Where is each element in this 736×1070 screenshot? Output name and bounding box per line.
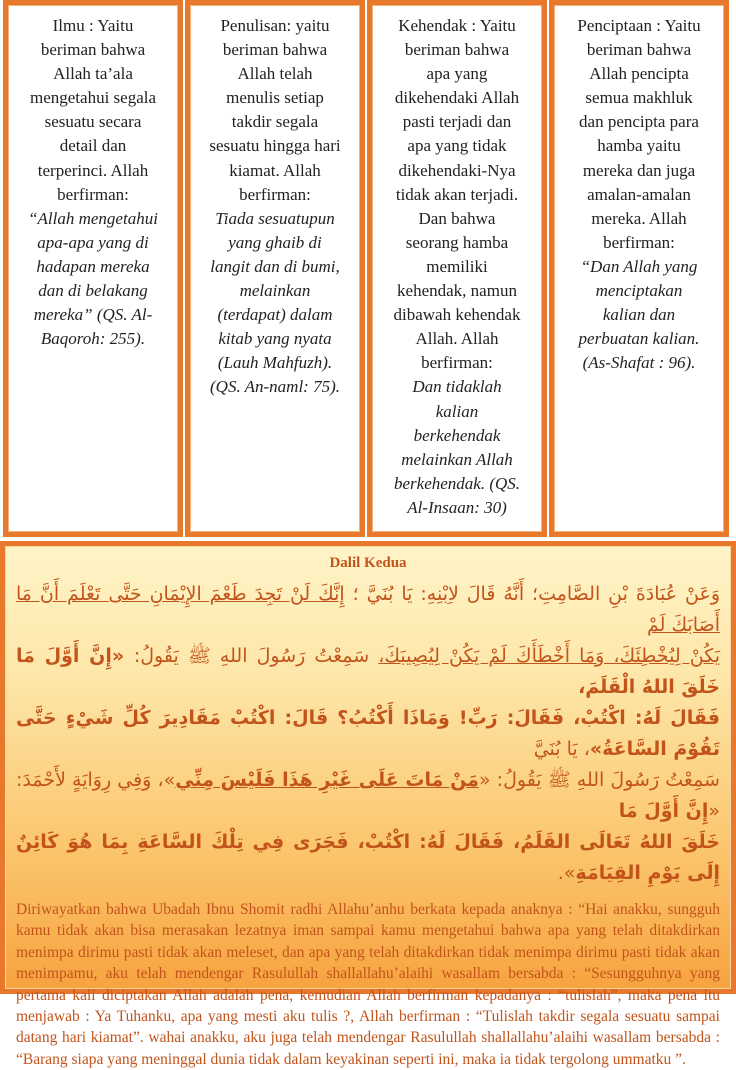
column-line: Dan bahwa — [418, 208, 496, 228]
column-quote-line: apa-apa yang di — [37, 232, 149, 252]
column-line: beriman bahwa — [586, 40, 692, 60]
column-quote-line: Tiada sesuatupun — [215, 208, 335, 228]
column-line: beriman bahwa — [404, 40, 510, 60]
column-line: tidak akan terjadi. — [395, 184, 519, 204]
column-quote-line: “Dan Allah yang — [580, 256, 698, 276]
column-line: dibawah kehendak — [393, 305, 521, 325]
column-line: Allah ta’ala — [53, 64, 133, 84]
arabic-line-1 — [16, 579, 720, 641]
arabic-line-4 — [16, 765, 720, 827]
column-quote-line: kitab yang nyata — [218, 329, 332, 349]
column-quote-line: kalian dan — [602, 305, 676, 325]
column-line: hamba yaitu — [597, 136, 681, 156]
column-line: dikehendaki Allah — [394, 88, 520, 108]
arabic-bold: «إِنَّ أَوَّلَ مَا خَلَقَ اللهُ الْقَلَمَ، — [16, 645, 720, 698]
arabic-bold: خَلَقَ اللهُ تَعَالَى القَلَمُ، فَقَالَ لَهُ: اكْتُبْ، فَجَرَى فِي تِلْكَ السَّاعَةِ بِمَا هُوَ كَائِنٌ إِلَى يَوْمِ القِيَامَةِ — [16, 831, 720, 884]
column-line: beriman bahwa — [40, 40, 146, 60]
column-line: dan pencipta para — [579, 112, 699, 132]
arabic-text: سَمِعْتُ رَسُولَ اللهِ ﷺ يَقُولُ: « — [478, 769, 720, 791]
arabic-hadith — [16, 579, 720, 889]
column-line: mengetahui segala — [29, 88, 157, 108]
column-line: amalan-amalan — [587, 184, 691, 204]
column-line: berfirman: — [603, 232, 675, 252]
column-line: semua makhluk — [585, 88, 693, 108]
arabic-text: وَعَنْ عُبَادَةَ بْنِ الصَّامِتِ؛ أَنَّهُ قَالَ لاِبْنِهِ: يَا بُنَيَّ ؛ — [352, 583, 721, 605]
column-ilmu — [3, 0, 183, 537]
column-quote-line: (QS. An-naml: 75). — [210, 377, 340, 397]
column-quote-line: melainkan Allah — [401, 449, 513, 469]
column-penciptaan-body — [554, 5, 724, 532]
column-quote-line: berkehendak — [413, 425, 501, 445]
arabic-text: »، وَفِي رِوَايَةٍ لأَحْمَدَ: « — [16, 769, 720, 822]
column-line: Penciptaan : Yaitu — [577, 16, 701, 35]
arabic-line-5 — [16, 827, 720, 889]
column-quote-line: hadapan mereka — [36, 256, 150, 276]
column-quote-line: Al-Insaan: 30) — [407, 497, 507, 517]
arabic-line-3 — [16, 703, 720, 765]
dalil-title: Dalil Kedua — [329, 555, 407, 571]
column-line: Penulisan: yaitu — [220, 16, 330, 35]
column-quote-line: yang ghaib di — [228, 232, 322, 252]
column-line: dikehendaki-Nya — [398, 160, 516, 180]
column-quote-line: melainkan — [239, 281, 311, 301]
column-quote-line: mereka” (QS. Al- — [33, 305, 153, 325]
column-line: Allah. Allah — [415, 329, 499, 349]
column-line: mereka dan juga — [582, 160, 696, 180]
column-quote-line: “Allah mengetahui — [28, 208, 158, 228]
dalil-kedua-inner — [5, 546, 731, 1068]
column-ilmu-body — [8, 5, 178, 532]
column-penulisan-body — [190, 5, 360, 532]
column-line: sesuatu secara — [44, 112, 142, 132]
arabic-bold: إِنَّ أَوَّلَ مَا — [618, 800, 709, 822]
column-line: berfirman: — [57, 184, 129, 204]
column-quote-line: (terdapat) dalam — [217, 305, 333, 325]
column-line: detail dan — [59, 136, 127, 156]
arabic-text: سَمِعْتُ رَسُولَ اللهِ ﷺ يَقُولُ: — [133, 645, 379, 667]
arabic-underlined: يَكُنْ لِيُخْطِئَكَ، وَمَا أَخْطَأَكَ لَمْ يَكُنْ لِيُصِيبَكَ، — [378, 645, 720, 667]
column-quote-line: dan di belakang — [38, 281, 148, 301]
column-line: beriman bahwa — [222, 40, 328, 60]
column-quote-line: (Lauh Mahfuzh). — [217, 353, 333, 373]
column-line: menulis setiap — [226, 88, 324, 108]
column-line: Allah pencipta — [589, 64, 689, 84]
column-line: berfirman: — [239, 184, 311, 204]
column-kehendak — [367, 0, 547, 537]
column-line: apa yang tidak — [407, 136, 507, 156]
arabic-underlined: مَنْ مَاتَ عَلَى غَيْرِ هَذَا فَلَيْسَ مِنِّي — [175, 769, 479, 791]
arabic-line-2 — [16, 641, 720, 703]
column-penciptaan — [549, 0, 729, 537]
hadith-translation: Diriwayatkan bahwa Ubadah Ibnu Shomit radhi Allahu’anhu berkata kepada anaknya : “Hai anakku, sungguh kamu tidak akan bisa merasakan lezatnya iman sampai kamu mengetahui bahwa apa yang telah ditakdirkan menimpa dirimu pasti tidak akan meleset, dan apa yang telah ditakdirkan tidak menimpa dirimu pasti tidak akan menimpamu, aku telah mendengar Rasulullah shallallahu’alaihi wasallam bersabda : “Sesungguhnya yang pertama kali diciptakan Allah adalah pena, kemudian Allah berfirman kepadanya : “tulislah”, maka pena itu menjawab : Ya Tuhanku, apa yang mesti aku tulis ?, Allah berfirman : “Tulislah takdir segala sesuatu sampai datang hari kiamat”. wahai anakku, aku juga telah mendengar Rasulullah shallallahu’alaihi wasallam bersabda : “Barang siapa yang meninggal dunia tidak dalam keyakinan seperti ini, maka ia tidak tergolong ummatku ”. — [16, 901, 720, 1068]
column-line: Kehendak : Yaitu — [398, 16, 516, 35]
column-penulisan — [185, 0, 365, 537]
column-quote-line: langit dan di bumi, — [210, 256, 340, 276]
column-line: berfirman: — [421, 353, 493, 373]
column-quote-line: Baqoroh: 255). — [40, 329, 146, 349]
column-line: takdir segala — [231, 112, 319, 132]
column-quote-line: menciptakan — [595, 281, 683, 301]
column-kehendak-body — [372, 5, 542, 532]
column-line: kiamat. Allah — [229, 160, 321, 180]
dalil-kedua-box — [0, 541, 736, 1068]
column-line: apa yang — [426, 64, 488, 84]
column-line: Allah telah — [237, 64, 313, 84]
column-line: kehendak, namun — [397, 281, 517, 301]
column-line: seorang hamba — [405, 232, 509, 252]
column-line: Ilmu : Yaitu — [52, 16, 134, 35]
arabic-text: ، يَا بُنَيَّ — [533, 738, 590, 760]
column-quote-line: Dan tidaklah — [412, 377, 502, 397]
column-line: memiliki — [426, 256, 488, 276]
column-line: pasti terjadi dan — [402, 112, 512, 132]
column-quote-line: kalian — [435, 401, 479, 421]
arabic-bold: فَقَالَ لَهُ: اكْتُبْ، فَقَالَ: رَبِّ! وَمَاذَا أَكْتُبُ؟ قَالَ: اكْتُبْ مَقَادِيرَ كُلِّ شَيْءٍ حَتَّى تَقُوْمَ السَّاعَةُ» — [16, 707, 720, 760]
arabic-text: ». — [557, 862, 576, 884]
column-line: terperinci. Allah — [37, 160, 149, 180]
arabic-underlined: إِنَّكَ لَنْ تَجِدَ طَعْمَ الإِيْمَانِ حَتَّى تَعْلَمَ أَنَّ مَا أَصَابَكَ لَمْ — [16, 583, 720, 636]
column-quote-line: perbuatan kalian. — [578, 329, 700, 349]
column-quote-line: (As-Shafat : 96). — [582, 353, 696, 373]
column-line: mereka. Allah — [591, 208, 687, 228]
column-quote-line: berkehendak. (QS. — [393, 473, 521, 493]
column-line: sesuatu hingga hari — [209, 136, 341, 156]
